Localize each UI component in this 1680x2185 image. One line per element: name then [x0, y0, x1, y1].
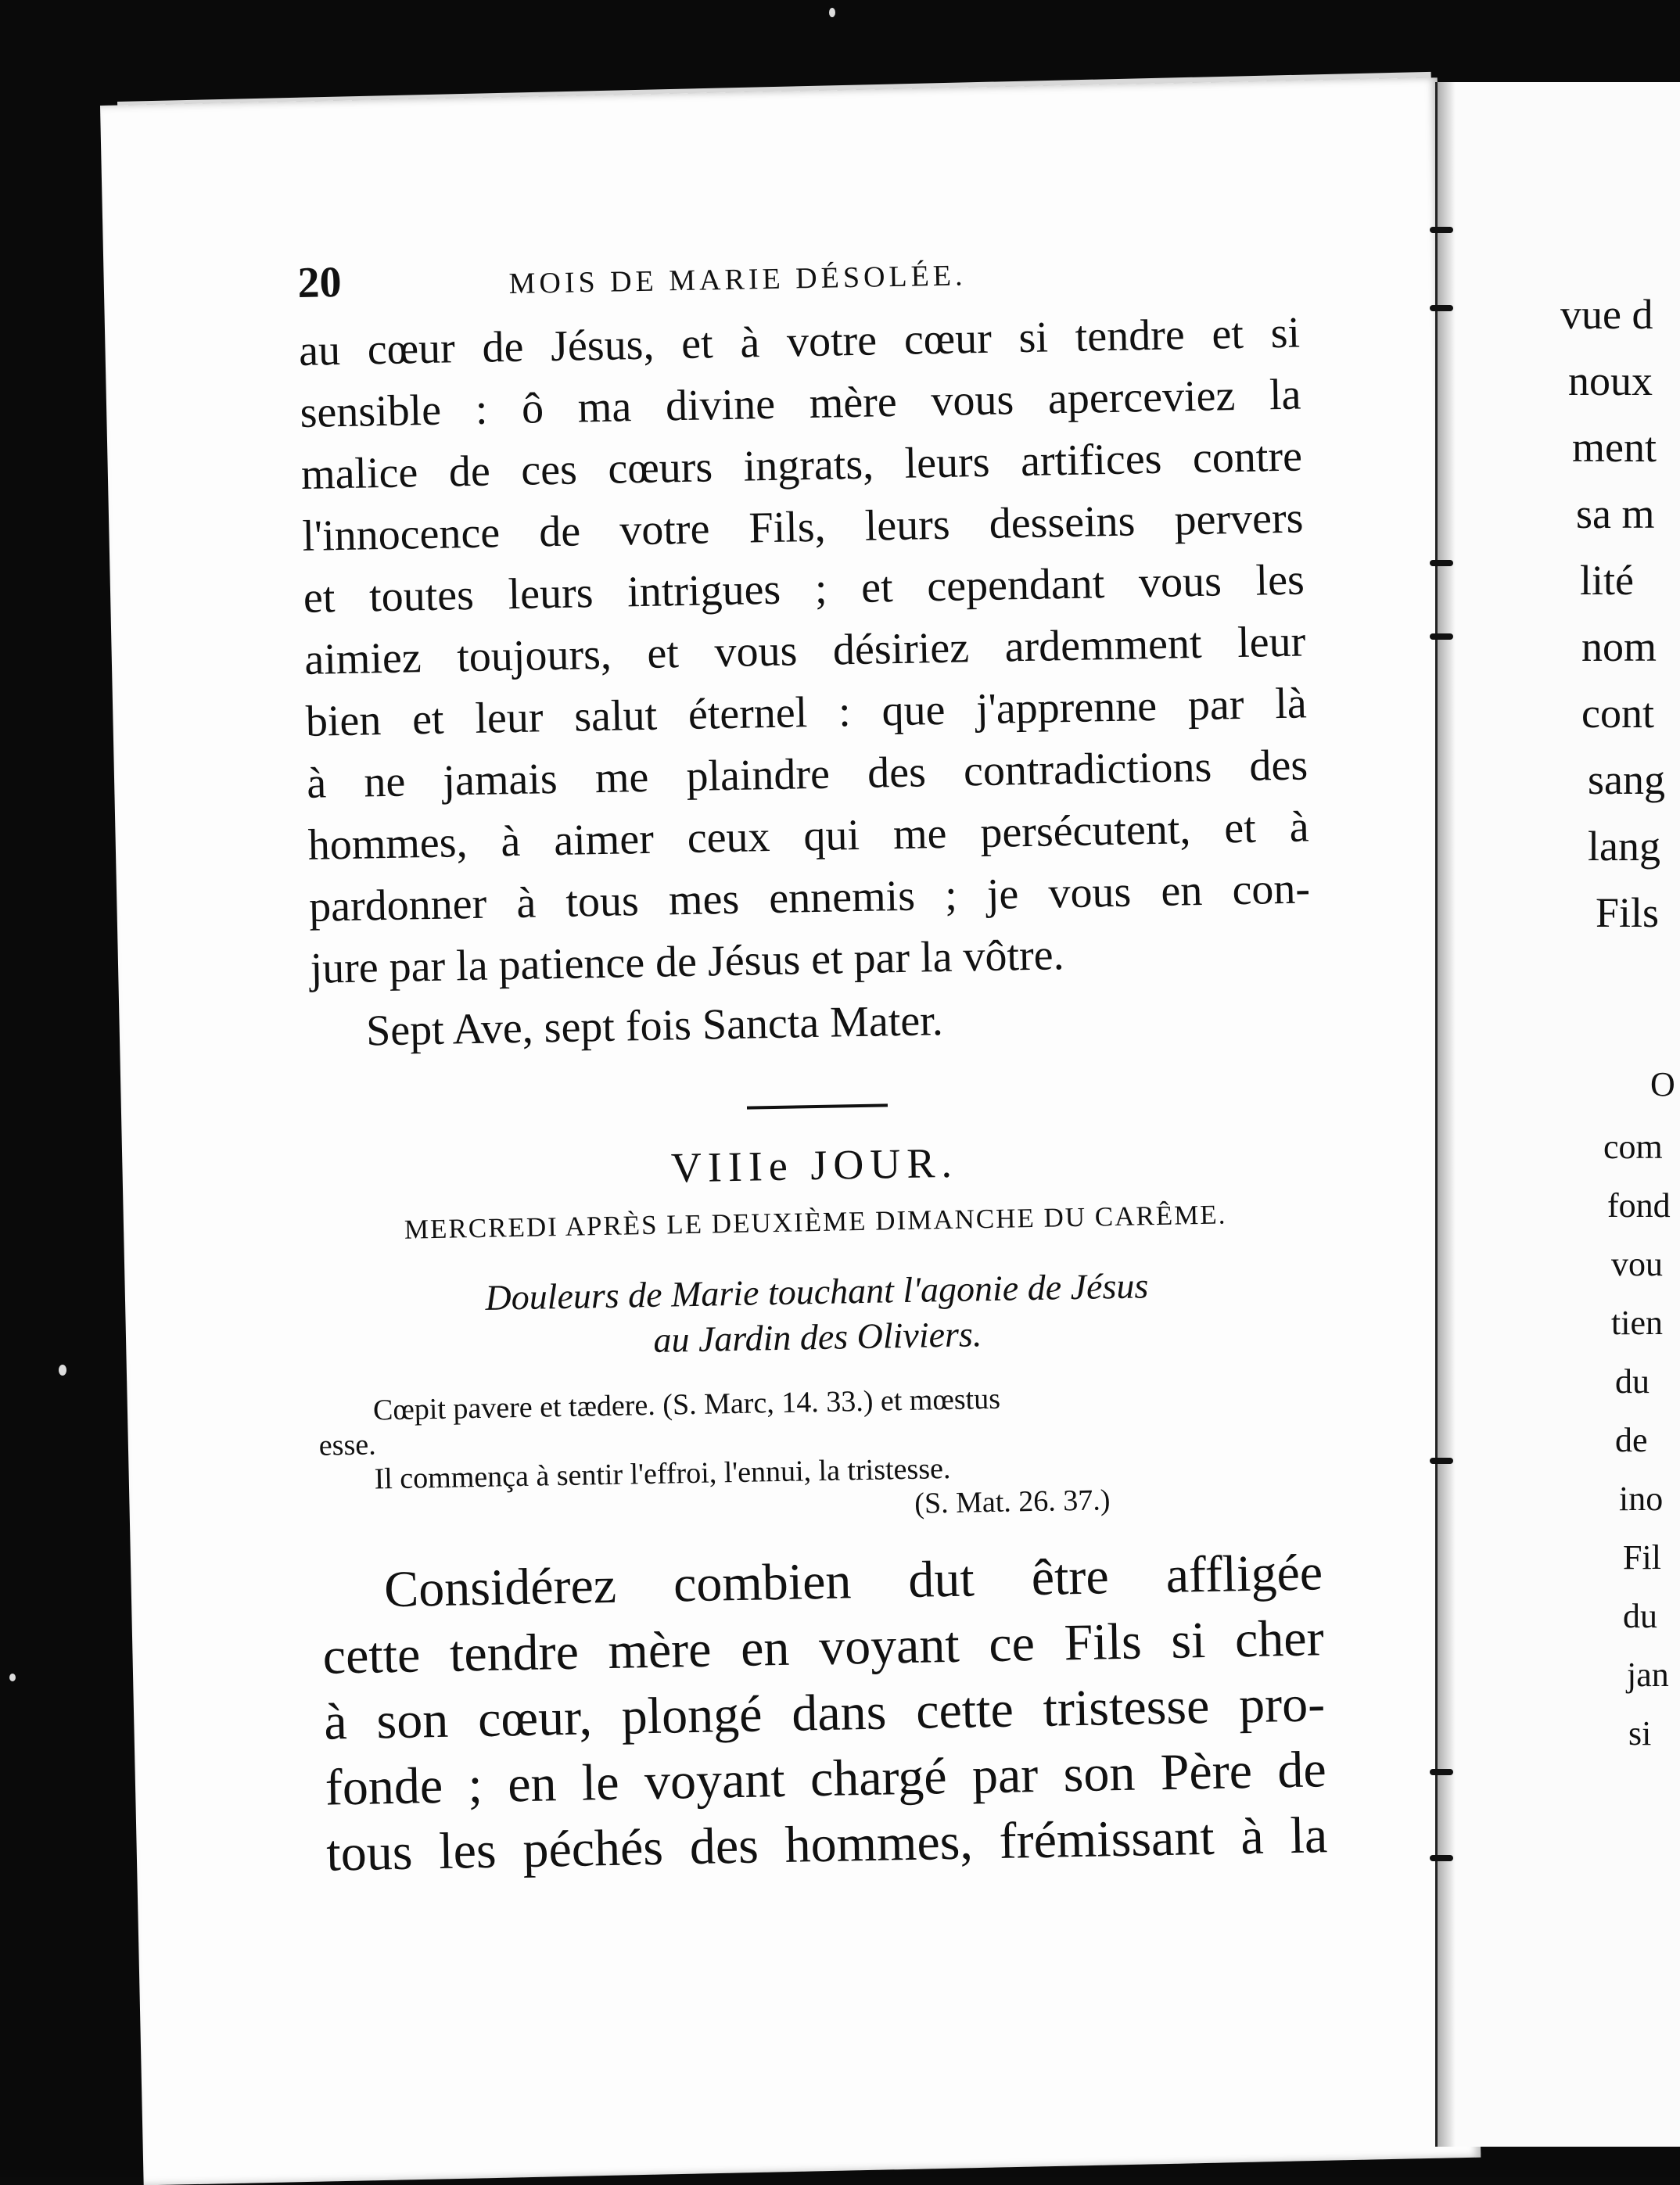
body-line: tous les péchés des hommes, frémissant à la [325, 1806, 1328, 1882]
right-fragment: lang [1588, 823, 1660, 870]
right-fragment: sang [1588, 756, 1665, 803]
body-line: à son cœur, plongé dans cette tristesse pro- [323, 1675, 1326, 1751]
epigraph-french: Il commença à sentir l'effroi, l'ennui, la tristesse. [374, 1451, 951, 1496]
body-line: cette tendre mère en voyant ce Fils si cher [322, 1609, 1325, 1685]
binding-stitch [1416, 558, 1463, 569]
right-fragment: si [1628, 1714, 1652, 1753]
binding-stitch [1416, 632, 1463, 643]
right-fragment: du [1615, 1362, 1649, 1401]
right-fragment: Fil [1623, 1538, 1661, 1577]
right-fragment: com [1603, 1128, 1663, 1166]
scripture-epigraph [318, 1376, 1322, 1531]
paragraph-line: pardonner à tous mes ennemis ; je vous en con- [308, 864, 1311, 931]
paragraph-line: au cœur de Jésus, et à votre cœur si tendre et si [298, 308, 1301, 375]
binding-stitch [1416, 1456, 1463, 1467]
paragraph-line: et toutes leurs intrigues ; et cependant vous les [303, 555, 1305, 622]
epigraph-latin: Cœpit pavere et tædere. (S. Marc, 14. 33.) et mœstus [372, 1382, 1001, 1427]
day-subtitle: MERCREDI APRÈS LE DEUXIÈME DIMANCHE DU CARÊME. [404, 1199, 1227, 1245]
right-fragment: Fils [1596, 889, 1660, 936]
left-page-content [297, 240, 1328, 1887]
scan-speck [829, 8, 835, 17]
right-fragment: vue d [1560, 291, 1653, 338]
prayer-note: Sept Ave, sept fois Sancta Mater. [365, 996, 944, 1056]
body-line: fonde ; en le voyant chargé par son Père de [325, 1741, 1327, 1817]
meditation-topic [316, 1260, 1319, 1369]
scan-speck [59, 1365, 66, 1376]
day-title: VIIIe JOUR. [670, 1139, 959, 1192]
topic-line: au Jardin des Oliviers. [652, 1314, 982, 1360]
paragraph-line: jure par la patience de Jésus et par la vôtre. [310, 931, 1065, 993]
paragraph-line: l'innocence de votre Fils, leurs desseins pervers [301, 493, 1304, 561]
section-divider [747, 1103, 888, 1109]
epigraph-reference: (S. Mat. 26. 37.) [914, 1484, 1111, 1520]
right-fragment: de [1615, 1421, 1648, 1459]
scan-speck [9, 1674, 16, 1681]
paragraph-line: aimiez toujours, et vous désiriez ardemment leur [303, 617, 1306, 684]
page-number: 20 [297, 257, 343, 307]
right-fragment: ino [1619, 1480, 1664, 1518]
meditation-body [321, 1540, 1327, 1886]
epigraph-latin-continued: esse. [318, 1428, 377, 1462]
right-fragment: du [1623, 1597, 1657, 1635]
binding-stitch [1416, 225, 1463, 236]
right-fragment: vou [1611, 1245, 1663, 1283]
right-fragment: noux [1568, 357, 1653, 404]
right-fragment: fond [1607, 1186, 1671, 1225]
paragraph-line: bien et leur salut éternel : que j'apprenne par là [305, 679, 1308, 746]
binding-stitch [1416, 303, 1463, 314]
gutter-shadow [1435, 82, 1456, 2147]
right-fragment: lité [1580, 557, 1634, 604]
body-line: Considérez combien dut être affligée [383, 1544, 1323, 1619]
right-fragment: tien [1611, 1304, 1663, 1342]
paragraph-line: à ne jamais me plaindre des contradictions des [306, 741, 1308, 808]
continued-paragraph [298, 303, 1312, 1000]
paragraph-line: malice de ces cœurs ingrats, leurs artifices contre [300, 432, 1303, 499]
binding-stitch [1416, 1853, 1463, 1864]
right-fragment: jan [1627, 1656, 1669, 1694]
right-fragment: O [1650, 1065, 1675, 1103]
right-fragment: sa m [1576, 490, 1655, 537]
paragraph-line: sensible : ô ma divine mère vous aperceviez la [300, 370, 1301, 437]
right-fragment: nom [1581, 623, 1657, 670]
running-title: MOIS DE MARIE DÉSOLÉE. [508, 259, 967, 301]
binding-stitch [1416, 1767, 1463, 1778]
right-fragment: cont [1581, 690, 1654, 737]
topic-line: Douleurs de Marie touchant l'agonie de Jésus [484, 1265, 1149, 1318]
paragraph-line: hommes, à aimer ceux qui me persécutent, et à [307, 802, 1310, 870]
right-fragment: ment [1572, 424, 1657, 471]
